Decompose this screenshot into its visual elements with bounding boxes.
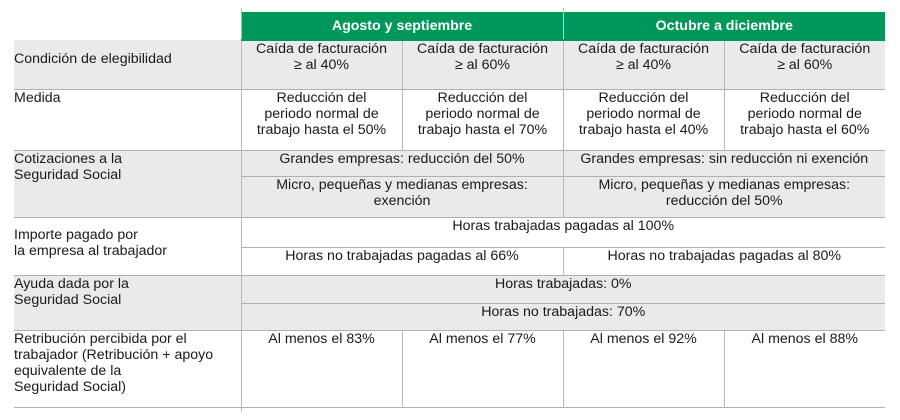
table-cell: Grandes empresas: reducción del 50% (241, 150, 563, 176)
row-ss-aid-worked (14, 275, 885, 303)
table-cell: Horas no trabajadas pagadas al 80% (563, 247, 885, 275)
row-measure (14, 89, 885, 150)
row-label: Cotizaciones a la Seguridad Social (14, 150, 241, 217)
table-cell: Al menos el 77% (402, 330, 563, 407)
table-cell: Al menos el 88% (724, 330, 885, 407)
row-contributions-large (14, 150, 885, 176)
row-pay-received (14, 330, 885, 407)
row-label: Importe pagado por la empresa al trabajador (14, 217, 241, 275)
table-cell: Grandes empresas: sin reducción ni exención (563, 150, 885, 176)
row-label: Medida (14, 89, 241, 150)
table-bottom-edge (14, 407, 885, 412)
header-period-aug-sep: Agosto y septiembre (241, 12, 563, 40)
table-cell: Caída de facturación ≥ al 60% (724, 40, 885, 89)
header-corner (14, 12, 241, 40)
row-label: Condición de elegibilidad (14, 40, 241, 89)
row-label: Ayuda dada por la Seguridad Social (14, 275, 241, 330)
row-label: Retribución percibida por el trabajador (Retribución + apoyo equivalente de la Seguridad Social) (14, 330, 241, 407)
table-cell: Caída de facturación ≥ al 40% (563, 40, 724, 89)
table-cell: Horas no trabajadas: 70% (241, 303, 885, 330)
table-cell: Caída de facturación ≥ al 40% (241, 40, 402, 89)
table-cell: Micro, pequeñas y medianas empresas: reducción del 50% (563, 176, 885, 217)
furlough-comparison-table (14, 8, 885, 412)
table-cell: Horas trabajadas: 0% (241, 275, 885, 303)
table-cell: Al menos el 83% (241, 330, 402, 407)
table-cell: Micro, pequeñas y medianas empresas: exención (241, 176, 563, 217)
table-cell: Reducción del periodo normal de trabajo hasta el 50% (241, 89, 402, 150)
header-period-oct-dec: Octubre a diciembre (563, 12, 885, 40)
table-cell: Horas trabajadas pagadas al 100% (241, 217, 885, 247)
table-cell: Reducción del periodo normal de trabajo hasta el 40% (563, 89, 724, 150)
table-cell: Caída de facturación ≥ al 60% (402, 40, 563, 89)
table-cell: Reducción del periodo normal de trabajo hasta el 60% (724, 89, 885, 150)
row-eligibility (14, 40, 885, 89)
table-cell: Reducción del periodo normal de trabajo hasta el 70% (402, 89, 563, 150)
table-cell: Horas no trabajadas pagadas al 66% (241, 247, 563, 275)
header-row (14, 12, 885, 40)
row-employer-paid-worked (14, 217, 885, 247)
table-cell: Al menos el 92% (563, 330, 724, 407)
